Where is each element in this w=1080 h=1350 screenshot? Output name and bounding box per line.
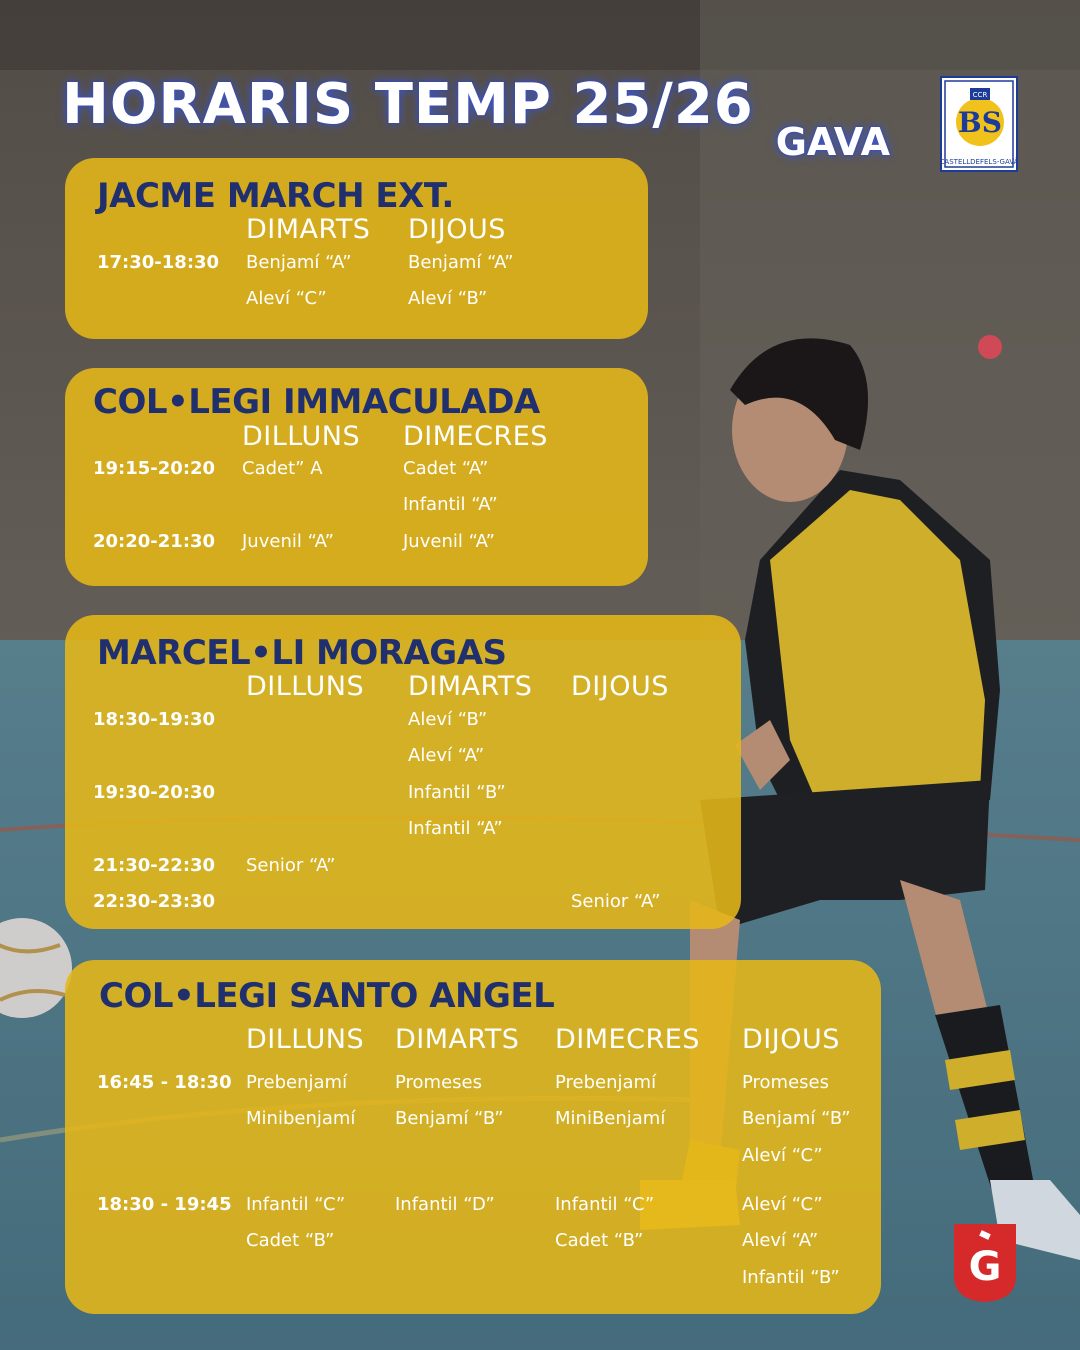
team-entry: Promeses [742,1072,829,1093]
team-entry: Aleví “C” [246,288,327,309]
svg-text:BS: BS [958,106,1002,139]
day-header: DIMARTS [408,671,533,702]
team-entry: Aleví “A” [408,745,485,766]
logo-caption: CASTELLDEFELS-GAVÀ [940,158,1018,166]
team-entry: Senior “A” [571,891,661,912]
day-header: DIMECRES [555,1024,700,1055]
team-entry: Juvenil “A” [403,531,495,552]
team-entry: Cadet” A [242,458,323,479]
day-header: DILLUNS [242,421,361,452]
team-entry: Prebenjamí [555,1072,657,1093]
time-slot: 16:45 - 18:30 [97,1072,232,1093]
team-entry: Aleví “B” [408,288,488,309]
team-entry: Prebenjamí [246,1072,348,1093]
team-entry: Promeses [395,1072,482,1093]
time-slot: 18:30-19:30 [93,709,216,730]
team-entry: Cadet “B” [246,1230,335,1251]
day-header: DIJOUS [571,671,669,702]
day-header: DILLUNS [246,671,365,702]
time-slot: 19:15-20:20 [93,458,216,479]
team-entry: Infantil “B” [742,1267,840,1288]
team-entry: Infantil “A” [408,818,503,839]
team-entry: Infantil “C” [555,1194,655,1215]
time-slot: 19:30-20:30 [93,782,216,803]
day-header: DILLUNS [246,1024,365,1055]
club-logo [940,76,1018,172]
team-entry: Minibenjamí [246,1108,356,1129]
team-entry: Benjamí “B” [742,1108,851,1129]
municipal-badge-icon [952,1222,1018,1304]
day-header: DIMARTS [395,1024,520,1055]
team-entry: Aleví “C” [742,1145,823,1166]
team-entry: Infantil “C” [246,1194,346,1215]
svg-text:G: G [968,1244,1002,1290]
venue-title: COL•LEGI IMMACULADA [93,382,540,422]
venue-title: COL•LEGI SANTO ANGEL [99,976,555,1016]
team-entry: Juvenil “A” [242,531,334,552]
day-header: DIMARTS [246,214,371,245]
time-slot: 18:30 - 19:45 [97,1194,232,1215]
page-subtitle: GAVA [775,120,890,164]
venue-title: JACME MARCH EXT. [97,176,454,216]
venue-title: MARCEL•LI MORAGAS [97,633,507,673]
team-entry: MiniBenjamí [555,1108,666,1129]
team-entry: Benjamí “B” [395,1108,504,1129]
time-slot: 22:30-23:30 [93,891,216,912]
team-entry: Benjamí “A” [246,252,352,273]
time-slot: 20:20-21:30 [93,531,216,552]
logo-mark: CCR [972,91,988,99]
team-entry: Infantil “D” [395,1194,495,1215]
team-entry: Aleví “B” [408,709,488,730]
day-header: DIJOUS [742,1024,840,1055]
team-entry: Senior “A” [246,855,336,876]
day-header: DIJOUS [408,214,506,245]
team-entry: Cadet “A” [403,458,489,479]
team-entry: Benjamí “A” [408,252,514,273]
team-entry: Infantil “A” [403,494,498,515]
day-header: DIMECRES [403,421,548,452]
time-slot: 21:30-22:30 [93,855,216,876]
page-title: HORARIS TEMP 25/26 [62,72,754,137]
team-entry: Aleví “A” [742,1230,819,1251]
team-entry: Cadet “B” [555,1230,644,1251]
time-slot: 17:30-18:30 [97,252,220,273]
team-entry: Aleví “C” [742,1194,823,1215]
team-entry: Infantil “B” [408,782,506,803]
